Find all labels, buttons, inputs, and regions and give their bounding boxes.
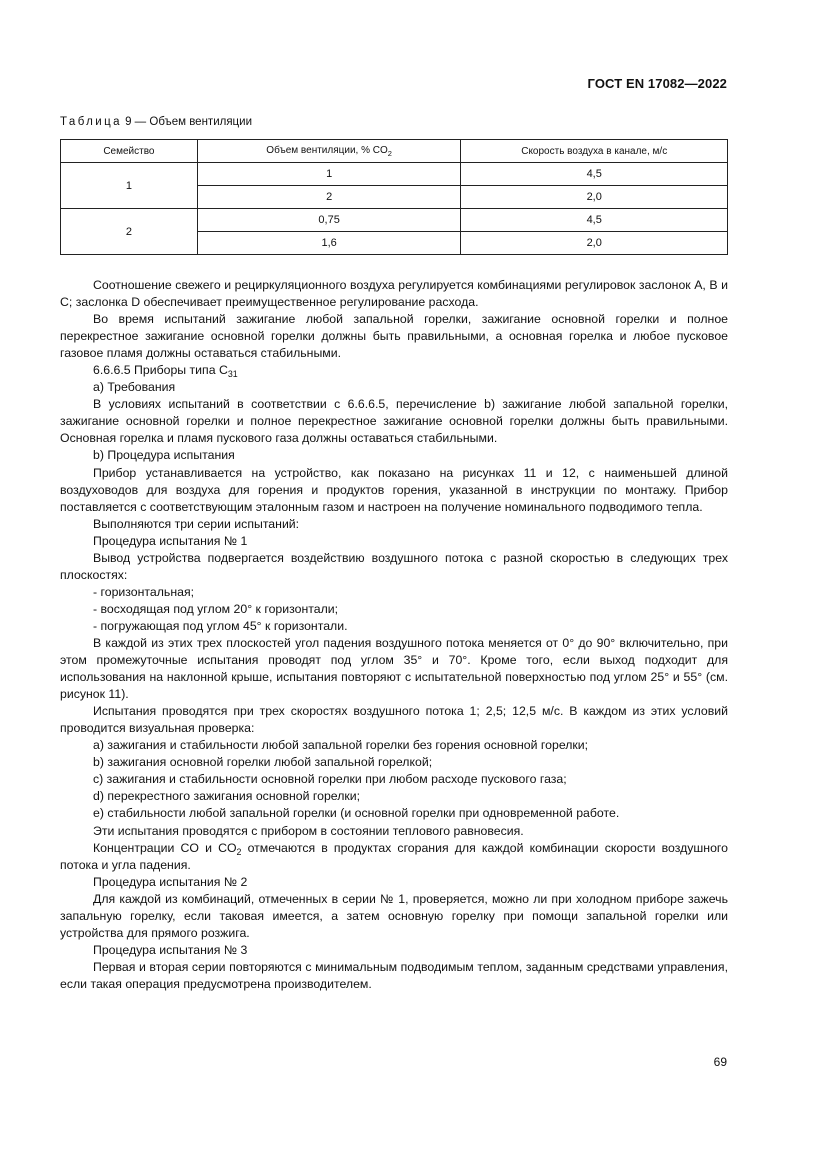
paragraph: В условиях испытаний в соответствии с 6.6.6.5, перечисление b) зажигание любой запальной горелки, зажигание основной горелки и полное перекрестное зажигание основной горелки должны быть правильными. Основная горелка и пламя пускового газа должны оставаться стабильными. bbox=[60, 397, 728, 446]
volume-cell: 1,6 bbox=[197, 232, 461, 255]
volume-cell: 0,75 bbox=[197, 209, 461, 232]
paragraph: Прибор устанавливается на устройство, как показано на рисунках 11 и 12, с наименьшей длиной воздуховодов для воздуха для горения и продуктов горения, указанной в инструкции по монтажу. Прибор поставляется с соответствующим эталонным газом и настроен на получение номинального подводимого тепла. bbox=[60, 465, 728, 514]
paragraph: Соотношение свежего и рециркуляционного воздуха регулируется комбинациями регулировок заслонок A, B и C; заслонка D обеспечивает преимущественное регулирование расхода. bbox=[60, 278, 728, 310]
paragraph: Во время испытаний зажигание любой запальной горелки, зажигание основной горелки и полное перекрестное зажигание основной горелки должны быть правильными, а основная горелка и любое пусковое газовое пламя должны оставаться стабильными. bbox=[60, 312, 728, 361]
table-header-row bbox=[61, 140, 728, 163]
family-cell: 2 bbox=[61, 209, 198, 255]
speed-cell: 2,0 bbox=[461, 186, 728, 209]
paragraph: b) Процедура испытания bbox=[93, 448, 235, 463]
paragraph bbox=[60, 840, 728, 874]
paragraph: Первая и вторая серии повторяются с минимальным подводимым теплом, заданным средствами управления, если такая операция предусмотрена производителем. bbox=[60, 959, 728, 991]
volume-cell: 1 bbox=[197, 163, 461, 186]
list-item: - восходящая под углом 20° к горизонтали; bbox=[93, 601, 339, 616]
body-text bbox=[60, 277, 728, 993]
header-volume-text: Объем вентиляции, % CO bbox=[266, 144, 388, 156]
header-speed: Скорость воздуха в канале, м/с bbox=[461, 140, 728, 163]
paragraph: c) зажигания и стабильности основной горелки при любом расходе пускового газа; bbox=[93, 772, 567, 787]
paragraph: Испытания проводятся при трех скоростях воздушного потока 1; 2,5; 12,5 м/с. В каждом из этих условий проводится визуальная проверка: bbox=[60, 704, 728, 736]
section-heading-subscript: 31 bbox=[227, 369, 238, 380]
header-volume bbox=[197, 140, 461, 163]
paragraph: a) зажигания и стабильности любой запальной горелки без горения основной горелки; bbox=[93, 738, 589, 753]
table-caption-prefix: Таблица bbox=[60, 116, 122, 128]
list-item: - горизонтальная; bbox=[93, 584, 195, 599]
paragraph-text: отмечаются в продуктах сгорания для каждой комбинации скорости воздушного потока и угла падения. bbox=[60, 840, 728, 872]
paragraph: Выполняются три серии испытаний: bbox=[93, 516, 300, 531]
speed-cell: 4,5 bbox=[461, 163, 728, 186]
paragraph-subscript: 2 bbox=[236, 846, 242, 857]
family-cell: 1 bbox=[61, 163, 198, 209]
paragraph: Эти испытания проводятся с прибором в состоянии теплового равновесия. bbox=[93, 823, 524, 838]
table-caption-title: 9 — Объем вентиляции bbox=[121, 116, 252, 128]
paragraph: Для каждой из комбинаций, отмеченных в серии № 1, проверяется, можно ли при холодном приборе зажечь запальную горелку, если таковая имеется, а затем основную горелку при помощи запальной горелки или устройства для прямого розжига. bbox=[60, 891, 728, 940]
standard-designation: ГОСТ EN 17082—2022 bbox=[587, 76, 727, 91]
paragraph: a) Требования bbox=[93, 380, 176, 395]
paragraph: Вывод устройства подвергается воздействию воздушного потока с разной скоростью в следующих трех плоскостях: bbox=[60, 550, 728, 582]
paragraph: e) стабильности любой запальной горелки (и основной горелки при одновременной работе. bbox=[93, 806, 620, 821]
table-row bbox=[61, 163, 728, 186]
list-item: - погружающая под углом 45° к горизонтали. bbox=[93, 618, 348, 633]
paragraph-text: Концентрации CO и CO bbox=[93, 840, 237, 855]
paragraph: b) зажигания основной горелки любой запальной горелкой; bbox=[93, 755, 433, 770]
section-heading bbox=[60, 362, 728, 379]
ventilation-table bbox=[60, 139, 728, 255]
page-number: 69 bbox=[713, 1055, 727, 1069]
paragraph: В каждой из этих трех плоскостей угол падения воздушного потока меняется от 0° до 90° включительно, при этом промежуточные испытания проводят под углом 35° и 70°. Кроме того, если выход подходит для использования на наклонной крыше, испытания повторяют с испытательной поверхностью под углом 25° и 55° (см. рисунок 11). bbox=[60, 635, 728, 702]
paragraph: d) перекрестного зажигания основной горелки; bbox=[93, 789, 361, 804]
section-heading-text: 6.6.6.5 Приборы типа С bbox=[93, 363, 228, 378]
speed-cell: 4,5 bbox=[461, 209, 728, 232]
speed-cell: 2,0 bbox=[461, 232, 728, 255]
paragraph: Процедура испытания № 3 bbox=[93, 942, 248, 957]
paragraph: Процедура испытания № 1 bbox=[93, 533, 248, 548]
table-row bbox=[61, 209, 728, 232]
table-caption bbox=[60, 116, 252, 128]
header-volume-subscript: 2 bbox=[387, 148, 392, 158]
paragraph: Процедура испытания № 2 bbox=[93, 874, 248, 889]
header-family: Семейство bbox=[61, 140, 198, 163]
volume-cell: 2 bbox=[197, 186, 461, 209]
